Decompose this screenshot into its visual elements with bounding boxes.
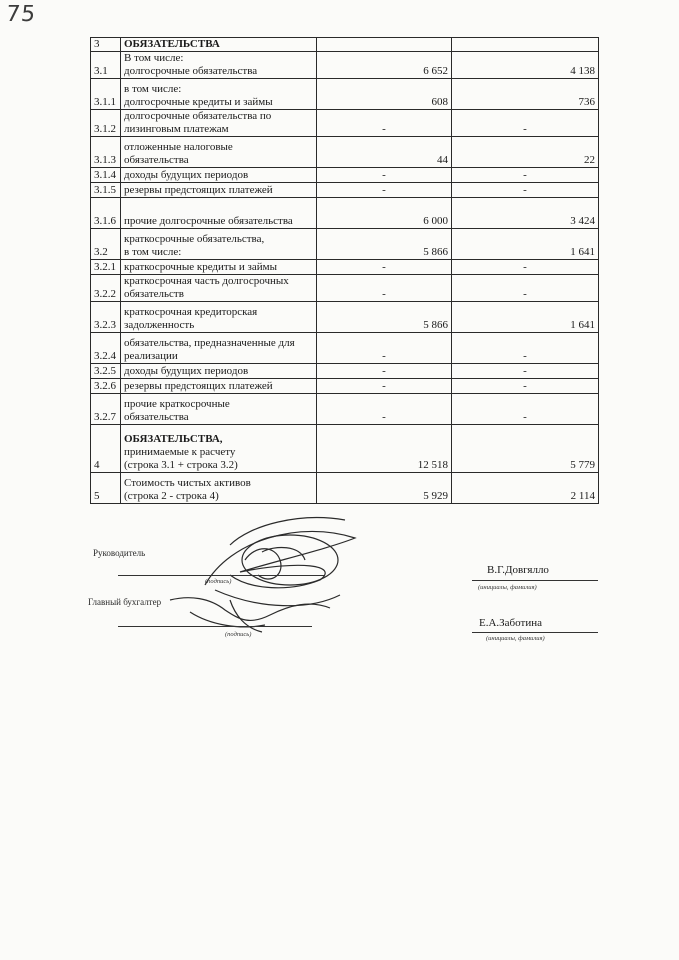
value-previous-year: 3 424 (452, 198, 599, 229)
row-code: 3.1.6 (91, 198, 121, 229)
value-reporting-year: 608 (317, 79, 452, 110)
row-code: 3.2.5 (91, 364, 121, 379)
table-row (91, 394, 599, 425)
row-label (121, 110, 317, 137)
row-label-line: реализации (124, 350, 178, 362)
table-row (91, 137, 599, 168)
value-previous-year: - (452, 260, 599, 275)
value-reporting-year: - (317, 110, 452, 137)
row-label-line: прочие долгосрочные обязательства (124, 215, 293, 227)
row-label-line: обязательства, предназначенные для (124, 337, 295, 349)
row-label (121, 198, 317, 229)
accountant-label: Главный бухгалтер (88, 597, 162, 607)
head-label: Руководитель (93, 548, 146, 558)
value-previous-year: 2 114 (452, 473, 599, 504)
table-row (91, 302, 599, 333)
row-code: 3.1 (91, 52, 121, 79)
table-row (91, 260, 599, 275)
row-label-line: краткосрочные обязательства, (124, 233, 265, 245)
row-code: 3.2.1 (91, 260, 121, 275)
table-row (91, 168, 599, 183)
row-label (121, 302, 317, 333)
row-label (121, 79, 317, 110)
row-label-line: долгосрочные обязательства по (124, 110, 272, 122)
value-previous-year: 5 779 (452, 425, 599, 473)
row-code: 3.2.7 (91, 394, 121, 425)
value-reporting-year: 44 (317, 137, 452, 168)
row-label-line: долгосрочные кредиты и займы (124, 96, 273, 108)
row-label-line: В том числе: (124, 52, 184, 64)
accountant-signature-line (118, 626, 312, 627)
value-previous-year: - (452, 379, 599, 394)
liabilities-table (90, 37, 599, 504)
table-row (91, 425, 599, 473)
head-signature-line (118, 575, 324, 576)
value-previous-year: 1 641 (452, 229, 599, 260)
head-name-hint: (инициалы, фамилия) (478, 584, 537, 591)
row-label-line: (строка 3.1 + строка 3.2) (124, 459, 238, 471)
row-label-line: задолженность (124, 319, 195, 331)
row-code: 3.1.3 (91, 137, 121, 168)
row-label-line: доходы будущих периодов (124, 365, 249, 377)
row-label-line: ОБЯЗАТЕЛЬСТВА (124, 38, 220, 50)
row-label (121, 275, 317, 302)
table-row (91, 333, 599, 364)
value-reporting-year: 5 866 (317, 302, 452, 333)
table-row (91, 473, 599, 504)
value-reporting-year: - (317, 260, 452, 275)
value-reporting-year: - (317, 183, 452, 198)
row-label (121, 364, 317, 379)
row-code: 3.1.2 (91, 110, 121, 137)
accountant-signature-hint: (подпись) (225, 631, 252, 638)
table-row (91, 183, 599, 198)
row-label-line: в том числе: (124, 83, 182, 95)
accountant-name-line (472, 632, 598, 633)
row-label-line: обязательства (124, 411, 189, 423)
table-row (91, 38, 599, 52)
value-reporting-year: - (317, 379, 452, 394)
row-code: 3.1.1 (91, 79, 121, 110)
accountant-name: Е.А.Заботина (479, 617, 542, 629)
row-label-line: обязательств (124, 288, 184, 300)
value-reporting-year: - (317, 394, 452, 425)
row-label-line: резервы предстоящих платежей (124, 184, 273, 196)
table-row (91, 364, 599, 379)
value-reporting-year: - (317, 333, 452, 364)
row-label-line: краткосрочная кредиторская (124, 306, 258, 318)
value-reporting-year (317, 38, 452, 52)
row-label-line: ОБЯЗАТЕЛЬСТВА, (124, 433, 223, 445)
head-signature-hint: (подпись) (205, 578, 232, 585)
row-code: 3.1.5 (91, 183, 121, 198)
value-previous-year: - (452, 394, 599, 425)
value-previous-year: 1 641 (452, 302, 599, 333)
head-name: В.Г.Довгялло (487, 564, 549, 576)
value-reporting-year: 6 652 (317, 52, 452, 79)
table-row (91, 275, 599, 302)
head-signature-drawing (205, 518, 355, 606)
row-code: 3.2 (91, 229, 121, 260)
row-label-line: резервы предстоящих платежей (124, 380, 273, 392)
row-label (121, 183, 317, 198)
value-previous-year: 22 (452, 137, 599, 168)
row-label (121, 38, 317, 52)
row-label-line: лизинговым платежам (124, 123, 229, 135)
row-label (121, 52, 317, 79)
row-code: 3.2.2 (91, 275, 121, 302)
row-code: 3.2.3 (91, 302, 121, 333)
row-label-line: отложенные налоговые (124, 141, 233, 153)
value-previous-year: - (452, 183, 599, 198)
value-previous-year: - (452, 333, 599, 364)
table-row (91, 229, 599, 260)
table-row (91, 198, 599, 229)
value-reporting-year: 5 866 (317, 229, 452, 260)
row-label-line: (строка 2 - строка 4) (124, 490, 219, 502)
row-label-line: Стоимость чистых активов (124, 477, 251, 489)
value-previous-year (452, 38, 599, 52)
row-label-line: долгосрочные обязательства (124, 65, 258, 77)
value-reporting-year: 5 929 (317, 473, 452, 504)
accountant-name-hint: (инициалы, фамилия) (486, 635, 545, 642)
page-number: 75 (4, 2, 38, 27)
value-previous-year: - (452, 110, 599, 137)
table-row (91, 52, 599, 79)
row-label-line: принимаемые к расчету (124, 446, 236, 458)
row-label (121, 425, 317, 473)
value-previous-year: - (452, 168, 599, 183)
row-label-line: доходы будущих периодов (124, 169, 249, 181)
row-label (121, 229, 317, 260)
table-row (91, 379, 599, 394)
value-previous-year: - (452, 364, 599, 379)
head-name-line (472, 580, 598, 581)
row-label (121, 333, 317, 364)
row-label (121, 137, 317, 168)
row-label (121, 473, 317, 504)
row-label-line: краткосрочные кредиты и займы (124, 261, 277, 273)
value-previous-year: - (452, 275, 599, 302)
table-row (91, 110, 599, 137)
row-code: 3.2.4 (91, 333, 121, 364)
row-code: 3.2.6 (91, 379, 121, 394)
row-code: 5 (91, 473, 121, 504)
row-label-line: прочие краткосрочные (124, 398, 230, 410)
row-label (121, 260, 317, 275)
value-reporting-year: - (317, 168, 452, 183)
row-label-line: краткосрочная часть долгосрочных (124, 275, 289, 287)
value-reporting-year: 12 518 (317, 425, 452, 473)
value-reporting-year: 6 000 (317, 198, 452, 229)
table-row (91, 79, 599, 110)
value-previous-year: 4 138 (452, 52, 599, 79)
row-code: 3.1.4 (91, 168, 121, 183)
row-label (121, 168, 317, 183)
value-reporting-year: - (317, 275, 452, 302)
row-label (121, 394, 317, 425)
value-previous-year: 736 (452, 79, 599, 110)
row-code: 4 (91, 425, 121, 473)
value-reporting-year: - (317, 364, 452, 379)
row-label (121, 379, 317, 394)
row-label-line: обязательства (124, 154, 189, 166)
row-code: 3 (91, 38, 121, 52)
row-label-line: в том числе: (124, 246, 182, 258)
